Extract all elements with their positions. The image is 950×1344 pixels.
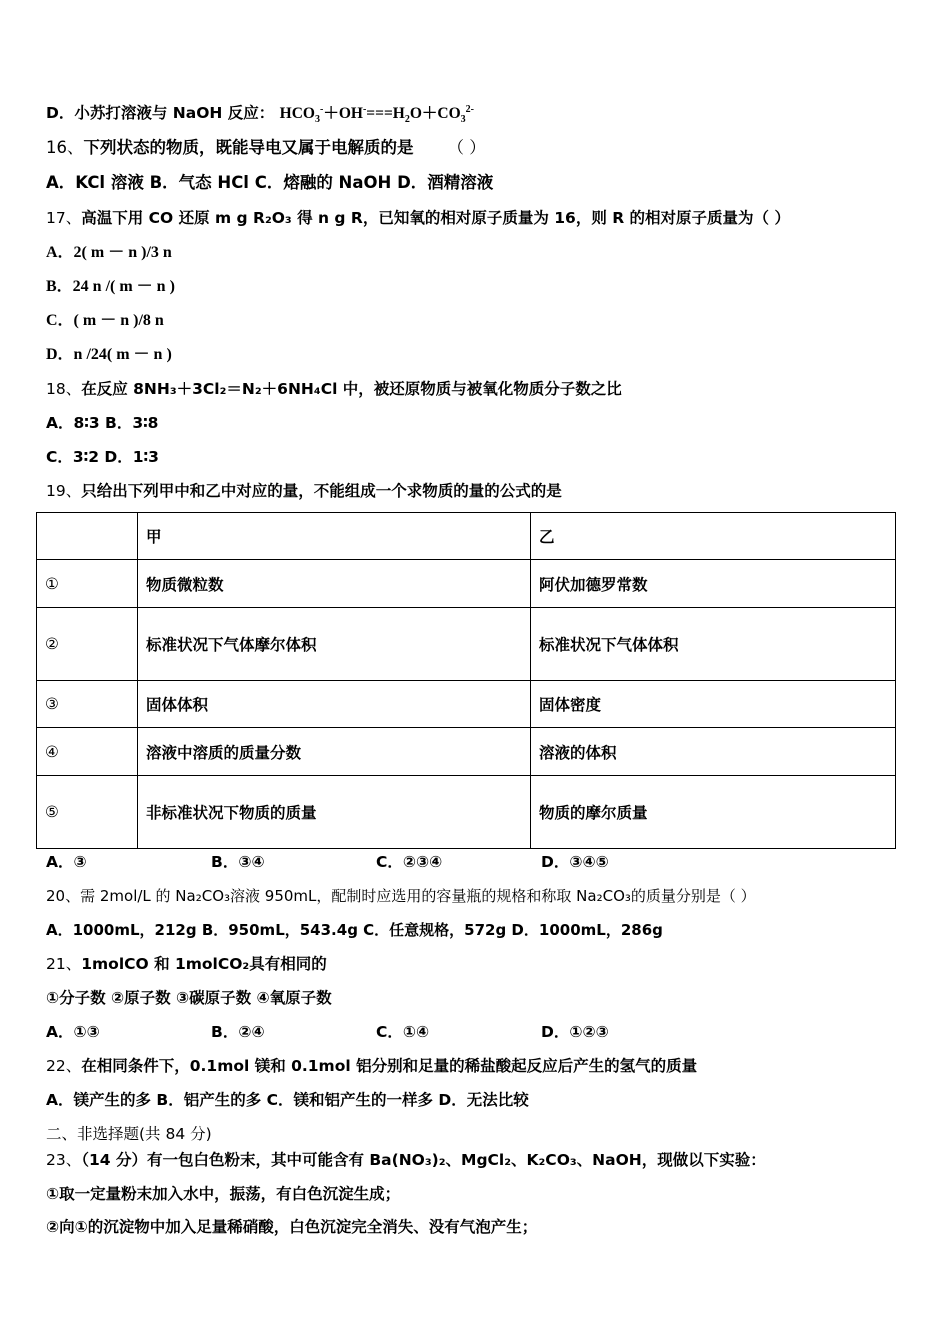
table-row xyxy=(37,681,896,728)
q20-stem xyxy=(46,886,756,906)
table-cell: 固体体积 xyxy=(138,681,531,728)
q19-option-c: C．②③④ xyxy=(376,853,443,871)
table-cell: 标准状况下气体摩尔体积 xyxy=(138,608,531,681)
q19-option-a: A．③ xyxy=(46,853,87,871)
q19-option-d: D．③④⑤ xyxy=(541,853,609,871)
q21-items: ①分子数 ②原子数 ③碳原子数 ④氧原子数 xyxy=(46,989,332,1007)
q17-option-b: B．24 n /( m － n ) xyxy=(46,278,175,295)
q15-option-d xyxy=(46,103,474,124)
q15-equation: $HCO_3^-+OH^-===H_2O+CO_3^{2-}$ xyxy=(279,103,474,126)
table-cell: ④ xyxy=(37,728,138,776)
q18-options-ab: A．8∶3 B．3∶8 xyxy=(46,414,159,432)
table-header-row xyxy=(37,513,896,560)
q17-text: 高温下用 CO 还原 m g R₂O₃ 得 n g R，已知氧的相对原子质量为 16，则 R 的相对原子质量为（ ） xyxy=(81,209,790,227)
q22-stem xyxy=(46,1056,697,1076)
q17-stem xyxy=(46,208,790,228)
table-cell: ③ xyxy=(37,681,138,728)
table-row xyxy=(37,560,896,608)
q22-number: 22、 xyxy=(46,1057,82,1075)
q16-options: A．KCl 溶液 B．气态 HCl C．熔融的 NaOH D．酒精溶液 xyxy=(46,173,494,192)
table-cell: 物质的摩尔质量 xyxy=(531,776,896,849)
q18-options-cd: C．3∶2 D．1∶3 xyxy=(46,448,159,466)
q19-stem xyxy=(46,481,562,501)
table-header-cell: 甲 xyxy=(138,513,531,560)
table-cell: 标准状况下气体体积 xyxy=(531,608,896,681)
table-cell: 物质微粒数 xyxy=(138,560,531,608)
q17-option-d: D．n /24( m － n ) xyxy=(46,346,172,363)
q16-text: 下列状态的物质，既能导电又属于电解质的是 xyxy=(83,138,414,157)
q23-number: 23、 xyxy=(46,1151,82,1169)
table-cell: ⑤ xyxy=(37,776,138,849)
q23-stem xyxy=(46,1150,766,1170)
q21-option-b: B．②④ xyxy=(211,1023,265,1041)
q19-option-b: B．③④ xyxy=(211,853,265,871)
q18-number: 18、 xyxy=(46,380,82,398)
table-row xyxy=(37,608,896,681)
q21-options xyxy=(46,1022,609,1042)
table-cell: ① xyxy=(37,560,138,608)
q16-paren: （ ） xyxy=(447,138,486,157)
table-header-cell: 乙 xyxy=(531,513,896,560)
q19-number: 19、 xyxy=(46,482,82,500)
table-cell: 溶液的体积 xyxy=(531,728,896,776)
q21-option-d: D．①②③ xyxy=(541,1023,609,1041)
table-cell: 溶液中溶质的质量分数 xyxy=(138,728,531,776)
table-cell: 阿伏加德罗常数 xyxy=(531,560,896,608)
q21-option-a: A．①③ xyxy=(46,1023,100,1041)
q23-step1: ①取一定量粉末加入水中，振荡，有白色沉淀生成； xyxy=(46,1185,401,1203)
q21-text: 1molCO 和 1molCO₂具有相同的 xyxy=(81,955,327,973)
q16-number: 16、 xyxy=(46,138,84,157)
q17-number: 17、 xyxy=(46,209,82,227)
table-row xyxy=(37,776,896,849)
q22-text: 在相同条件下，0.1mol 镁和 0.1mol 铝分别和足量的稀盐酸起反应后产生的氢气的质量 xyxy=(81,1057,698,1075)
q19-text: 只给出下列甲中和乙中对应的量，不能组成一个求物质的量的公式的是 xyxy=(81,482,562,500)
q16-stem xyxy=(46,138,486,158)
table-cell: 非标准状况下物质的质量 xyxy=(138,776,531,849)
q18-text: 在反应 8NH₃＋3Cl₂＝N₂＋6NH₄Cl 中，被还原物质与被氧化物质分子数之比 xyxy=(81,380,622,398)
table-header-cell xyxy=(37,513,138,560)
section-heading: 二、非选择题(共 84 分) xyxy=(46,1125,212,1143)
q15-option-d-label: D．小苏打溶液与 NaOH 反应： xyxy=(46,104,275,122)
q21-number: 21、 xyxy=(46,955,82,973)
q20-options: A．1000mL，212g B．950mL，543.4g C．任意规格，572g D．1000mL，286g xyxy=(46,921,663,939)
q21-stem xyxy=(46,954,327,974)
q22-options: A．镁产生的多 B．铝产生的多 C．镁和铝产生的一样多 D．无法比较 xyxy=(46,1091,529,1109)
q23-step2: ②向①的沉淀物中加入足量稀硝酸，白色沉淀完全消失、没有气泡产生； xyxy=(46,1218,538,1236)
q20-text: 需 2mol/L 的 Na₂CO₃溶液 950mL，配制时应选用的容量瓶的规格和称取 Na₂CO₃的质量分别是（ ） xyxy=(80,887,756,905)
q17-option-a: A．2( m － n )/3 n xyxy=(46,244,172,261)
q19-options xyxy=(46,852,609,872)
table-cell: ② xyxy=(37,608,138,681)
q18-stem xyxy=(46,379,622,399)
q23-text: （14 分）有一包白色粉末，其中可能含有 Ba(NO₃)₂、MgCl₂、K₂CO₃、NaOH，现做以下实验： xyxy=(81,1151,766,1169)
q21-option-c: C．①④ xyxy=(376,1023,430,1041)
q20-number: 20、 xyxy=(46,887,81,905)
table-row xyxy=(37,728,896,776)
table-cell: 固体密度 xyxy=(531,681,896,728)
q19-table xyxy=(36,512,896,849)
q17-option-c: C．( m － n )/8 n xyxy=(46,312,164,329)
